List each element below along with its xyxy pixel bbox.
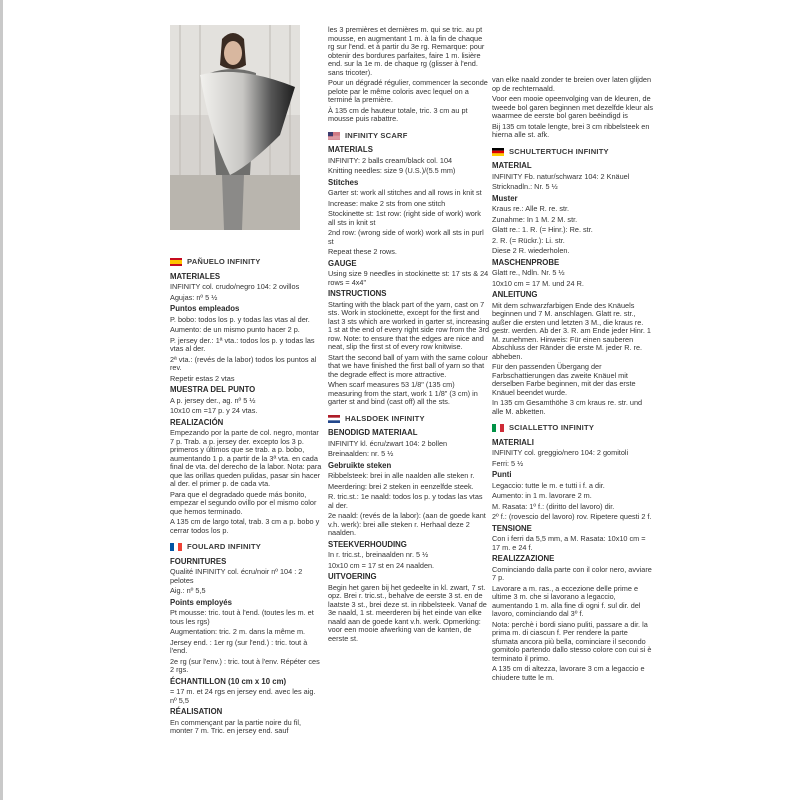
paragraph: Kraus re.: Alle R. re. str. [492,204,570,213]
paragraph: 2ª vta.: (revés de la labor) todos los puntos al rev. [170,354,317,372]
paragraph: Repetir estas 2 vtas [170,373,235,383]
paragraph: les 3 premières et dernières m. qui se tric. au pt mousse, en augmentant 1 m. à la fin de chaque rg sur l'end. et à partir du 3e rg. Remarque: pour obtenir des bordures parfaites, faire 1 m. lisière end. sur la 1e m. de chaque rg (glisser à l'end. sans tricoter). [328,26,485,77]
paragraph: Ferri: 5 ½ [492,458,524,468]
column-dutch-german-italian [492,76,654,684]
subheading: FOURNITURES [170,556,227,566]
subheading: REALIZZAZIONE [492,554,555,563]
de-flag-icon [492,148,504,156]
section-header [170,258,322,267]
fr-flag-icon [170,543,182,551]
paragraph: Start the second ball of yarn with the same colour that we have finished the first ball of yarn so that the degrade effect is more attractive. [328,352,488,379]
section-header [492,424,654,433]
paragraph: M. Rasata: 1º f.: (diritto del lavoro) dir. [492,501,615,511]
subheading: GAUGE [328,258,357,268]
paragraph: Cominciando dalla parte con il color nero, avviare 7 p. [492,564,652,582]
paragraph: P. bobo: todos los p. y todas las vtas al der. [170,314,310,324]
paragraph: Zunahme: In 1 M. 2 M. str. [492,214,578,224]
paragraph: A p. jersey der., ag. nº 5 ½ [170,395,256,405]
paragraph: Empezando por la parte de col. negro, montar 7 p. Trab. a p. jersey der. excepto los 3 p. primeros y últimos que se trab. a p. bobo, aumentando 1 p. a partir de la 3ª vta. en cada final de vta. del derecho de la labor. Nota: para que las orillas queden pulidas, pasar sin hacer al der. el primer p. de cada vta. [170,428,322,488]
paragraph: À 135 cm de hauteur totale, tric. 3 cm au pt mousse puis rabattre. [328,105,468,123]
section-title: SCHULTERTUCH INFINITY [509,146,609,156]
section-title: SCIALLETTO INFINITY [509,423,595,432]
paragraph: Begin het garen bij het gedeelte in kl. zwart, 7 st. opz. Brei r. tric.st., behalve de eerste 3 st. en de laatste 3 st., brei deze st. in ribbelsteek. Vanaf de 3e naald, 1 st. meerderen bij het einde van elke naald aan de goede kant v.h. werk. Opmerking: voor een mooie afwerking van de kanten, de eerste st. [328,582,487,643]
paragraph: Para que el degradado quede más bonito, empezar el segundo ovillo por el mismo color que hemos terminado. [170,489,317,516]
subheading: Puntos empleados [170,304,240,313]
subheading: MATERIALI [492,437,534,447]
subheading: STEEKVERHOUDING [328,539,407,549]
section-header [328,132,490,141]
paragraph: Pt mousse: tric. tout à l'end. (toutes les m. et tous les rgs) [170,608,314,626]
subheading: MATERIALES [170,271,221,281]
paragraph: In r. tric.st., breinaalden nr. 5 ½ [328,550,429,559]
subheading: ANLEITUNG [492,290,538,299]
paragraph: Für den passenden Übergang der Farbschattierungen das zweite Knäuel mit derselben Farbe beginnen, mit der das erste Knäuel beendet wurde. [492,362,636,397]
section-header [170,543,322,552]
subheading: Stitches [328,177,359,187]
paragraph: Lavorare a m. ras., a eccezione delle prime e ultime 3 m. che si lavorano a legaccio, aumentando 1 m. alla fine di ogni f. sul dir. del lavoro, cominciando dal 3º f. [492,583,641,618]
paragraph: 2nd row: (wrong side of work) work all sts in purl st [328,228,484,246]
paragraph: Augmentation: tric. 2 m. dans la même m. [170,627,306,636]
paragraph: Aig.: nº 5,5 [170,586,206,595]
paragraph: Knitting needles: size 9 (U.S.)/(5.5 mm) [328,166,456,175]
paragraph: Glatt re.: 1. R. (= Hinr.): Re. str. [492,225,593,234]
paragraph: When scarf measures 53 1/8" (135 cm) measuring from the start, work 1 1/8" (3 cm) in garter st and bind (cast off) all the sts. [328,380,478,406]
paragraph: Stockinette st: 1st row: (right side of work) work all sts in knit st [328,209,481,227]
paragraph: Repeat these 2 rows. [328,247,397,256]
it-flag-icon [492,424,504,432]
paragraph: Aumento: in 1 m. lavorare 2 m. [492,491,592,500]
paragraph: van elke naald zonder te breien over laten glijden op de rechternaald. [492,76,652,93]
es-flag-icon [170,258,182,266]
paragraph: Ribbelsteek: brei in alle naalden alle steken r. [328,471,475,480]
paragraph: R. tric.st.: 1e naald: todos los p. y todas las vtas al der. [328,492,483,510]
paragraph: 2. R. (= Rückr.): Li. str. [492,235,565,245]
subheading: MATERIALS [328,145,373,154]
paragraph: 2e rg (sur l'env.) : tric. tout à l'env. Répéter ces 2 rgs. [170,656,320,674]
subheading: Points employés [170,597,232,607]
product-photo [170,25,300,230]
paragraph: Diese 2 R. wiederholen. [492,246,570,255]
subheading: UITVOERING [328,572,377,581]
paragraph: 10x10 cm =17 p. y 24 vtas. [170,406,258,415]
section-header [492,148,654,157]
paragraph: INFINITY: 2 balls cream/black col. 104 [328,155,453,165]
subheading: MATERIAL [492,161,532,170]
paragraph: Nota: perchè i bordi siano puliti, passare a dir. la prima m. di ciascun f. Per rendere la parte sfumata ancora più bella, cominciare il secondo gomitolo partendo dallo stesso colore con cui si è terminato il primo. [492,619,652,663]
paragraph: INFINITY col. crudo/negro 104: 2 ovillos [170,282,300,291]
subheading: INSTRUCTIONS [328,289,387,298]
subheading: RÉALISATION [170,707,223,716]
paragraph: 2º f.: (rovescio del lavoro) rov. Ripetere questi 2 f. [492,512,652,521]
paragraph: 2e naald: (revés de la labor): (aan de goede kant v.h. werk): brei alle steken r. Herhaal deze 2 naalden. [328,511,486,537]
subheading: TENSIONE [492,523,532,533]
subheading: Gebruikte steken [328,460,392,470]
paragraph: Aumento: de un mismo punto hacer 2 p. [170,325,300,334]
subheading: ÉCHANTILLON (10 cm x 10 cm) [170,676,287,686]
paragraph: INFINITY col. greggio/nero 104: 2 gomitoli [492,448,629,457]
paragraph: Agujas: nº 5 ½ [170,292,218,302]
column-french-english-dutch [328,26,490,645]
paragraph: INFINITY kl. écru/zwart 104: 2 bollen [328,438,448,448]
paragraph: Qualité INFINITY col. écru/noir nº 104 : 2 pelotes [170,567,303,585]
paragraph: En commençant par la partie noire du fil, monter 7 m. Tric. en jersey end. sauf [170,717,302,735]
paragraph: = 17 m. et 24 rgs en jersey end. avec les aig. nº 5,5 [170,687,316,705]
scan-edge [0,0,3,800]
subheading: BENODIGD MATERIAAL [328,428,418,437]
paragraph: In 135 cm Gesamthöhe 3 cm kraus re. str. und alle M. abketten. [492,398,643,416]
paragraph: Breinaalden: nr. 5 ½ [328,449,394,458]
paragraph: Starting with the black part of the yarn, cast on 7 sts. Work in stockinette, except for the first and last 3 sts which are worked in garter st, increasing 1 st at the end of every right side row from the 3rd row. Note: to ensure that the edges are nice and neat, slip the first st of every row knitwise. [328,299,490,351]
paragraph: Using size 9 needles in stockinette st: 17 sts & 24 rows = 4x4" [328,269,489,287]
section-title: PAÑUELO INFINITY [187,257,261,266]
paragraph: Mit dem schwarzfarbigen Ende des Knäuels beginnen und 7 M. anschlagen. Glatt re. str., außer die ersten und letzten 3 M., die kraus re. gestr. werden. Ab der 3. R. am Ende jeder Hinr. 1 M. zunehmen. Hinweis: Für einen sauberen Abschluss der Ränder die erste M. jeder R. re. abheben. [492,300,651,361]
section-title: HALSDOEK INFINITY [345,413,425,423]
paragraph: Legaccio: tutte le m. e tutti i f. a dir. [492,480,605,490]
paragraph: INFINITY Fb. natur/schwarz 104: 2 Knäuel [492,171,630,181]
section-header [328,415,490,424]
section-title: INFINITY SCARF [345,130,408,140]
paragraph: 10x10 cm = 17 M. und 24 R. [492,278,584,288]
paragraph: A 135 cm de largo total, trab. 3 cm a p. bobo y cerrar todos los p. [170,517,320,535]
paragraph: Voor een mooie opeenvolging van de kleuren, de tweede bol garen beginnen met dezelfde kleur als waarmee de eerste bol garen beëindigd is [492,94,654,120]
column-spanish-french [170,250,322,738]
paragraph: A 135 cm di altezza, lavorare 3 cm a legaccio e chiudere tutte le m. [492,664,645,682]
paragraph: Meerdering: brei 2 steken in eenzelfde steek. [328,481,474,491]
paragraph: Stricknadln.: Nr. 5 ½ [492,182,558,191]
paragraph: 10x10 cm = 17 st en 24 naalden. [328,560,435,570]
shawl-model-image [170,25,300,230]
paragraph: Garter st: work all stitches and all rows in knit st [328,188,482,197]
paragraph: Bij 135 cm totale lengte, brei 3 cm ribbelsteek en hierna alle st. afk. [492,121,650,139]
paragraph: Jersey end. : 1er rg (sur l'end.) : tric. tout à l'end. [170,637,308,655]
section-title: FOULARD INFINITY [187,542,262,551]
subheading: REALIZACIÓN [170,417,224,427]
subheading: Punti [492,470,512,479]
paragraph: P. jersey der.: 1ª vta.: todos los p. y todas las vtas al der. [170,335,315,353]
subheading: Muster [492,193,518,203]
paragraph: Glatt re., Ndln. Nr. 5 ½ [492,268,565,277]
paragraph: Con i ferri da 5,5 mm, a M. Rasata: 10x10 cm = 17 m. e 24 f. [492,534,646,552]
subheading: MUESTRA DEL PUNTO [170,385,256,394]
paragraph: Increase: make 2 sts from one stitch [328,198,446,208]
us-flag-icon [328,132,340,140]
paragraph: Pour un dégradé régulier, commencer la seconde pelote par le même coloris avec lequel on a terminé la première. [328,78,488,104]
subheading: MASCHENPROBE [492,257,560,267]
nl-flag-icon [328,415,340,423]
